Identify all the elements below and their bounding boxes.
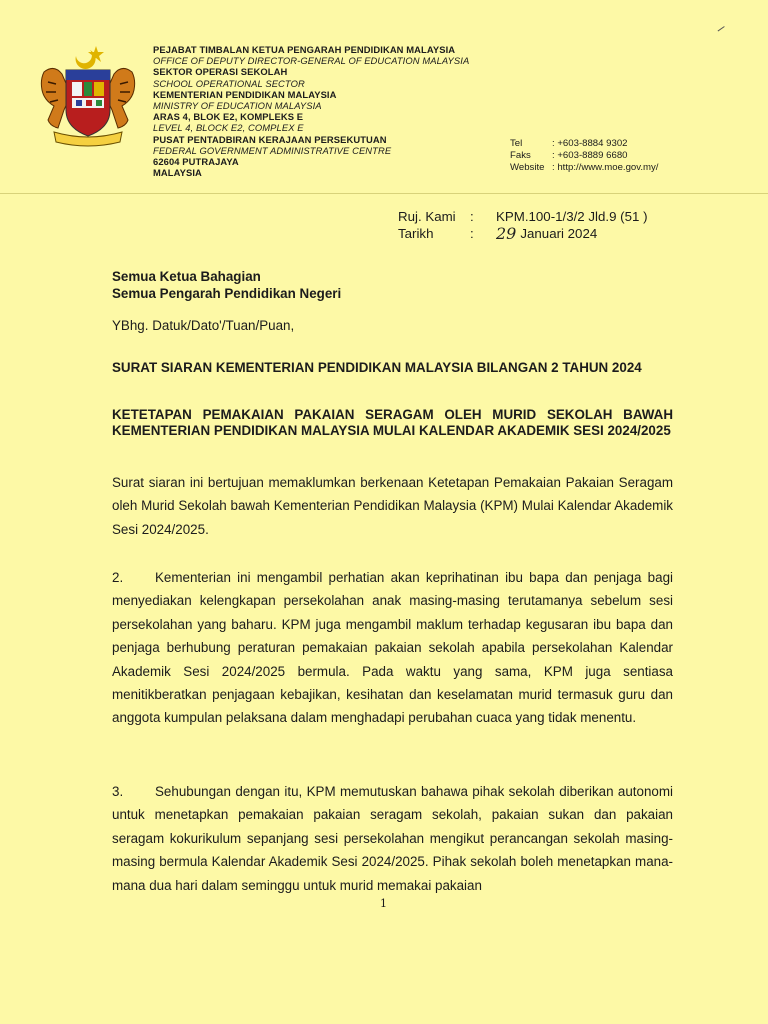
contact-label: Tel [510,138,523,149]
paragraph-3 [112,780,673,897]
contact-block [510,138,658,175]
letterhead-line: KEMENTERIAN PENDIDIKAN MALAYSIA [153,88,337,100]
handwritten-day: 29 [496,224,517,243]
malaysia-coat-of-arms-logo [36,42,140,150]
paragraph-text: Sehubungan dengan itu, KPM memutuskan bahawa pihak sekolah diberikan autonomi untuk menetapkan pemakaian pakaian seragam sekolah, pakaian sukan dan pakaian seragam kokurikulum sepanjang sesi persekolahan mengikut perancangan sekolah masing-masing bermula Kalendar Akademik Sesi 2024/2025. Pihak sekolah boleh menetapkan mana-mana dua hari dalam seminggu untuk murid memakai pakaian [112,784,673,893]
page-number: 1 [380,897,387,910]
ruj-separator: : [470,209,474,224]
contact-label: Website [510,162,545,174]
addressee-line: Semua Ketua Bahagian [112,269,261,284]
tarikh-value: Januari 2024 [520,226,598,241]
paragraph-2 [112,566,673,730]
contact-label: Faks [510,150,531,162]
ruj-label: Ruj. Kami [398,209,456,224]
contact-value: : +603-8889 6680 [552,150,628,162]
tarikh-label: Tarikh [398,226,434,241]
letterhead-line: ARAS 4, BLOK E2, KOMPLEKS E [153,111,304,123]
paragraph-text: Kementerian ini mengambil perhatian akan keprihatinan ibu bapa dan penjaga bagi menyediakan kelengkapan persekolahan anak masing-masing terutamanya sebelum sesi persekolahan yang baharu. KPM juga mengambil maklum terhadap kegusaran ibu bapa dan penjaga berhubung peraturan pemakaian pakaian sekolah apabila persekolahan Kalendar Akademik Sesi 2024/2025 bermula. Pada waktu yang sama, KPM juga sentiasa menitikberatkan penjagaan kebajikan, kesihatan dan keselamatan murid termasuk guru dan anggota kumpulan pelaksana dalam menghadapi perubahan cuaca yang tidak menentu. [112,570,673,726]
letterhead-line: MINISTRY OF EDUCATION MALAYSIA [153,100,322,112]
circular-title: SURAT SIARAN KEMENTERIAN PENDIDIKAN MALAYSIA BILANGAN 2 TAHUN 2024 [112,360,642,375]
paragraph-text: Surat siaran ini bertujuan memaklumkan berkenaan Ketetapan Pemakaian Pakaian Seragam oleh Murid Sekolah bawah Kementerian Pendidikan Malaysia (KPM) Mulai Kalendar Akademik Sesi 2024/2025. [112,475,673,537]
contact-row-fax [510,150,658,162]
letterhead-line: MALAYSIA [153,167,202,179]
letterhead-line: FEDERAL GOVERNMENT ADMINISTRATIVE CENTRE [153,144,392,156]
letterhead-line: SEKTOR OPERASI SEKOLAH [153,66,288,78]
letterhead-line: 62604 PUTRAJAYA [153,156,239,168]
date-row [398,225,648,242]
ruj-value: KPM.100-1/3/2 Jld.9 (51 ) [496,209,648,224]
contact-row-website [510,162,658,174]
pen-mark [718,26,727,34]
paragraph-1 [112,471,673,541]
letterhead-line: LEVEL 4, BLOCK E2, COMPLEX E [153,122,304,134]
letterhead-line: PUSAT PENTADBIRAN KERAJAAN PERSEKUTUAN [153,133,387,145]
letterhead-address [153,44,469,178]
reference-row [398,208,648,225]
letterhead-divider [0,193,768,194]
contact-row-tel [510,138,658,150]
contact-value: : http://www.moe.gov.my/ [552,162,659,174]
paragraph-number: 3. [112,784,124,799]
letterhead-line: OFFICE OF DEPUTY DIRECTOR-GENERAL OF EDUCATION MALAYSIA [153,55,470,67]
contact-value: : +603-8884 9302 [552,138,628,149]
circular-subject: KETETAPAN PEMAKAIAN PAKAIAN SERAGAM OLEH MURID SEKOLAH BAWAH KEMENTERIAN PENDIDIKAN MALAYSIA MULAI KALENDAR AKADEMIK SESI 2024/2025 [112,407,673,438]
reference-block [398,208,648,242]
letterhead-line: SCHOOL OPERATIONAL SECTOR [153,77,305,89]
addressee-block [112,268,341,302]
tarikh-separator: : [470,226,474,241]
salutation: YBhg. Datuk/Dato'/Tuan/Puan, [112,318,295,333]
paragraph-number: 2. [112,570,124,585]
letterhead-line: PEJABAT TIMBALAN KETUA PENGARAH PENDIDIKAN MALAYSIA [153,44,456,55]
addressee-line: Semua Pengarah Pendidikan Negeri [112,286,342,301]
